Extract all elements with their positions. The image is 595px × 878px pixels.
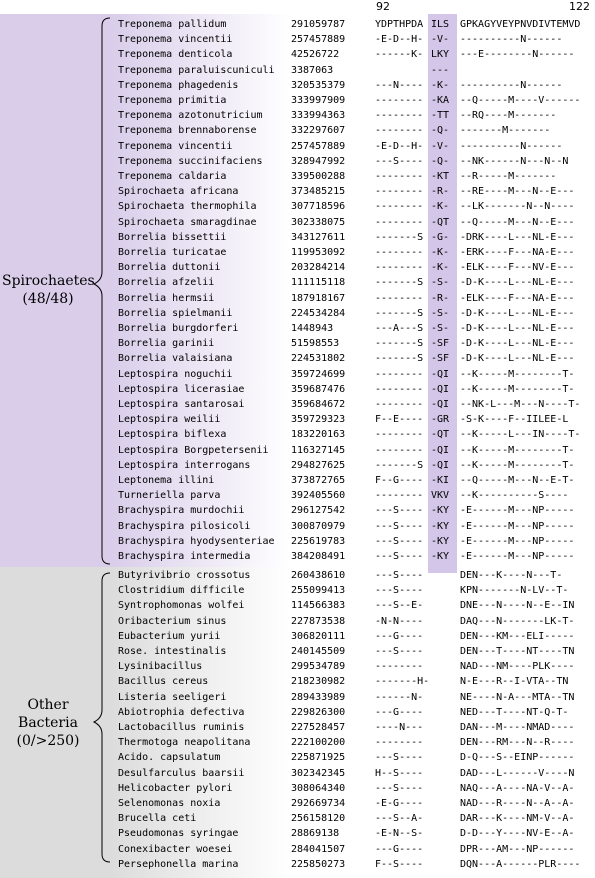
species-name: Borrelia afzelii: [118, 277, 215, 289]
species-name: Lactobacillus ruminis: [118, 722, 245, 733]
sequence-segment-2: D-Q---S--EINP------: [460, 752, 575, 764]
accession-id: 257457889: [291, 140, 346, 152]
accession-id: 296127542: [291, 505, 346, 517]
sequence-segment-1: --------: [375, 95, 424, 106]
sequence-segment-2: DNE---N----N--E--IN: [460, 600, 575, 612]
species-name: Selenomonas noxia: [118, 798, 221, 809]
alignment-row: [0, 856, 595, 873]
sequence-segment-2: --K-----M--------T-: [460, 383, 575, 395]
accession-id: 203284214: [291, 262, 346, 274]
species-name: Leptospira Borgpetersenii: [118, 444, 269, 456]
sequence-segment-highlighted: -V-: [431, 34, 450, 46]
sequence-segment-1: ---S----: [375, 535, 424, 547]
other-bacteria-count: (0/>250): [16, 733, 80, 749]
accession-id: 339500288: [291, 171, 346, 182]
species-name: Leptospira santarosai: [118, 399, 245, 410]
accession-id: 359724699: [291, 368, 346, 380]
species-name: Desulfarculus baarsii: [118, 767, 245, 779]
sequence-segment-2: -D-K----L---NL-E---: [460, 323, 575, 334]
accession-id: 320535379: [291, 79, 346, 91]
accession-id: 119953092: [291, 247, 346, 258]
sequence-segment-1: ---G----: [375, 706, 424, 718]
sequence-segment-1: --------: [375, 216, 424, 228]
sequence-segment-highlighted: -KY: [431, 520, 450, 532]
species-name: Listeria seeligeri: [118, 691, 227, 703]
accession-id: 299534789: [291, 661, 346, 673]
sequence-segment-2: -D-K----L---NL-E---: [460, 353, 575, 365]
sequence-segment-2: --R-----M-------: [460, 171, 557, 182]
sequence-segment-highlighted: -S-: [431, 323, 450, 334]
sequence-segment-1: -E-N--S-: [375, 828, 424, 840]
accession-id: 225850273: [291, 858, 346, 870]
accession-id: 373872765: [291, 475, 346, 486]
accession-id: 224531802: [291, 353, 346, 365]
sequence-segment-1: ---A---S: [375, 323, 424, 334]
sequence-segment-highlighted: -K-: [431, 201, 450, 213]
accession-id: 28869138: [291, 828, 340, 840]
sequence-segment-highlighted: LKY: [431, 49, 450, 61]
species-name: Butyrivibrio crossotus: [118, 570, 251, 581]
accession-id: 42526722: [291, 49, 340, 61]
sequence-segment-1: -------S: [375, 277, 424, 289]
accession-id: 308064340: [291, 782, 346, 794]
sequence-segment-highlighted: -KY: [431, 551, 450, 562]
sequence-segment-2: --RE----M---N--E---: [460, 186, 575, 198]
sequence-segment-1: --------: [375, 444, 424, 456]
sequence-segment-highlighted: -S-: [431, 277, 450, 289]
sequence-segment-2: --Q-----M---N--E---: [460, 216, 575, 228]
sequence-segment-2: --K-----M--------T-: [460, 368, 575, 380]
species-name: Brachyspira pilosicoli: [118, 520, 251, 532]
sequence-segment-2: ----------N------: [460, 34, 563, 46]
sequence-segment-1: ------N-: [375, 691, 424, 703]
alignment-row: [0, 548, 595, 565]
accession-id: 292669734: [291, 798, 346, 809]
sequence-segment-1: --------: [375, 247, 424, 258]
sequence-segment-highlighted: -QT: [431, 216, 450, 228]
sequence-segment-1: -------S: [375, 338, 424, 350]
sequence-segment-2: --LK-------N--N----: [460, 201, 575, 213]
sequence-segment-highlighted: -TT: [431, 110, 450, 122]
sequence-segment-1: -------S: [375, 353, 424, 365]
species-name: Treponema vincentii: [118, 140, 233, 152]
accession-id: 187918167: [291, 292, 346, 304]
sequence-segment-2: DQN---A------PLR----: [460, 858, 581, 870]
sequence-segment-1: H--S----: [375, 767, 424, 779]
accession-id: 225619783: [291, 535, 346, 547]
sequence-segment-2: NAD---NM----PLK----: [460, 661, 575, 673]
sequence-segment-highlighted: -S-: [431, 307, 450, 319]
sequence-segment-2: --Q-----M----V------: [460, 95, 581, 106]
species-name: Thermotoga neapolitana: [118, 737, 251, 749]
species-name: Helicobacter pylori: [118, 782, 233, 794]
sequence-segment-2: -E------M---NP-----: [460, 551, 575, 562]
sequence-segment-2: --RQ----M-------: [460, 110, 557, 122]
sequence-segment-1: -------S: [375, 307, 424, 319]
accession-id: 222100200: [291, 737, 346, 749]
sequence-segment-2: -D-K----L---NL-E---: [460, 307, 575, 319]
sequence-segment-2: -DRK----L---NL-E---: [460, 231, 575, 243]
species-name: Leptospira weilii: [118, 414, 221, 426]
accession-id: 291059787: [291, 19, 346, 30]
species-name: Borrelia valaisiana: [118, 353, 233, 365]
species-name: Leptospira interrogans: [118, 459, 251, 471]
accession-id: 300870979: [291, 520, 346, 532]
sequence-segment-1: -N-N----: [375, 615, 424, 627]
species-name: Eubacterium yurii: [118, 630, 221, 642]
sequence-segment-highlighted: -KT: [431, 171, 450, 182]
sequence-segment-2: --K-----M--------T-: [460, 459, 575, 471]
species-name: Brucella ceti: [118, 813, 197, 825]
species-name: Borrelia duttonii: [118, 262, 221, 274]
sequence-segment-1: F--E----: [375, 414, 424, 426]
sequence-segment-2: --NK-L---M---N----T-: [460, 399, 581, 410]
accession-id: 359684672: [291, 399, 346, 410]
sequence-segment-1: --------: [375, 110, 424, 122]
sequence-segment-highlighted: ILS: [431, 19, 450, 30]
species-name: Leptospira noguchii: [118, 368, 233, 380]
accession-id: 256158120: [291, 813, 346, 825]
sequence-segment-2: DEN---T----NT----TN: [460, 646, 575, 657]
species-name: Treponema phagedenis: [118, 79, 239, 91]
sequence-segment-2: KPN-------N-LV--T-: [460, 585, 569, 597]
sequence-segment-2: --K-----M--------T-: [460, 444, 575, 456]
other-bacteria-name-line2: Bacteria: [18, 715, 78, 731]
sequence-segment-2: ---E--------N------: [460, 49, 575, 61]
accession-id: 260438610: [291, 570, 346, 581]
species-name: Treponema azotonutricium: [118, 110, 263, 122]
accession-id: 225871925: [291, 752, 346, 764]
sequence-segment-1: --------: [375, 125, 424, 137]
accession-id: 332297607: [291, 125, 346, 137]
sequence-segment-highlighted: -KY: [431, 505, 450, 517]
sequence-segment-1: ---S--E-: [375, 600, 424, 612]
accession-id: 257457889: [291, 34, 346, 46]
sequence-segment-2: -S-K----F--IILEE-L: [460, 414, 569, 426]
sequence-segment-2: DAR---K----NM-V--A-: [460, 813, 575, 825]
species-name: Turneriella parva: [118, 490, 221, 502]
sequence-segment-2: ----------N------: [460, 79, 563, 91]
sequence-segment-2: DEN---KM---ELI-----: [460, 630, 575, 642]
sequence-segment-highlighted: -R-: [431, 186, 450, 198]
accession-id: 284041507: [291, 843, 346, 855]
accession-id: 227873538: [291, 615, 346, 627]
sequence-segment-1: ---S--A-: [375, 813, 424, 825]
species-name: Leptospira biflexa: [118, 429, 227, 441]
species-name: Borrelia burgdorferi: [118, 323, 239, 334]
position-start-label: 92: [376, 0, 390, 13]
species-name: Treponema vincentii: [118, 34, 233, 46]
sequence-segment-highlighted: -QI: [431, 399, 450, 410]
sequence-segment-2: DAD---L------V----N: [460, 767, 575, 779]
sequence-segment-1: --------: [375, 201, 424, 213]
sequence-segment-highlighted: -V-: [431, 140, 450, 152]
sequence-segment-1: --------: [375, 368, 424, 380]
sequence-segment-2: --Q-----M---N--E-T-: [460, 475, 575, 486]
sequence-segment-2: -ERK----F---NA-E---: [460, 247, 575, 258]
species-name: Leptonema illini: [118, 475, 215, 486]
sequence-segment-highlighted: -KA: [431, 95, 450, 106]
accession-id: 1448943: [291, 323, 334, 334]
sequence-segment-1: F--G----: [375, 475, 424, 486]
sequence-segment-1: ---S----: [375, 570, 424, 581]
sequence-segment-1: --------: [375, 429, 424, 441]
sequence-segment-2: -ELK----F---NV-E---: [460, 262, 575, 274]
sequence-segment-2: -ELK----F---NA-E---: [460, 292, 575, 304]
sequence-segment-highlighted: -Q-: [431, 125, 450, 137]
species-name: Rose. intestinalis: [118, 646, 227, 657]
sequence-segment-highlighted: -SF: [431, 353, 450, 365]
sequence-segment-highlighted: -Q-: [431, 155, 450, 167]
sequence-segment-highlighted: -K-: [431, 262, 450, 274]
sequence-segment-1: --------: [375, 399, 424, 410]
sequence-segment-1: ---S----: [375, 752, 424, 764]
sequence-segment-1: ---S----: [375, 585, 424, 597]
sequence-segment-2: NAQ---A----NA-V--A-: [460, 782, 575, 794]
species-name: Syntrophomonas wolfei: [118, 600, 245, 612]
species-name: Persephonella marina: [118, 858, 239, 870]
sequence-segment-1: ---S----: [375, 520, 424, 532]
sequence-segment-highlighted: -KY: [431, 535, 450, 547]
sequence-segment-1: --------: [375, 262, 424, 274]
sequence-segment-highlighted: -G-: [431, 231, 450, 243]
sequence-segment-1: -E-G----: [375, 798, 424, 809]
sequence-segment-2: D-D---Y----NV-E--A-: [460, 828, 575, 840]
species-name: Oribacterium sinus: [118, 615, 227, 627]
accession-id: 302338075: [291, 216, 346, 228]
sequence-segment-1: ---N----: [375, 79, 424, 91]
sequence-segment-1: ---S----: [375, 782, 424, 794]
sequence-segment-1: ---S----: [375, 505, 424, 517]
sequence-segment-highlighted: -KI: [431, 475, 450, 486]
accession-id: 240145509: [291, 646, 346, 657]
sequence-segment-2: ----------N------: [460, 140, 563, 152]
species-name: Treponema caldaria: [118, 171, 227, 182]
sequence-segment-1: -E-D--H-: [375, 140, 424, 152]
sequence-segment-1: -------S: [375, 459, 424, 471]
sequence-segment-highlighted: -K-: [431, 79, 450, 91]
species-name: Borrelia bissettii: [118, 231, 227, 243]
sequence-segment-1: -------S: [375, 231, 424, 243]
species-name: Pseudomonas syringae: [118, 828, 239, 840]
species-name: Treponema paraluiscuniculi: [118, 64, 275, 76]
sequence-segment-2: -E------M---NP-----: [460, 535, 575, 547]
species-name: Spirochaeta thermophila: [118, 201, 257, 213]
sequence-segment-highlighted: -SF: [431, 338, 450, 350]
sequence-segment-highlighted: -QI: [431, 459, 450, 471]
sequence-segment-2: -------M-------: [460, 125, 551, 137]
sequence-segment-1: -------H-: [375, 676, 430, 688]
species-name: Treponema succinifaciens: [118, 155, 263, 167]
sequence-segment-1: ---S----: [375, 646, 424, 657]
accession-id: 302342345: [291, 767, 346, 779]
accession-id: 229826300: [291, 706, 346, 718]
species-name: Abiotrophia defectiva: [118, 706, 245, 718]
species-name: Lysinibacillus: [118, 661, 203, 673]
other-bacteria-name: Other: [27, 697, 69, 713]
spirochaetes-name: Spirochaetes: [2, 273, 95, 289]
sequence-segment-highlighted: -QI: [431, 368, 450, 380]
accession-id: 359729323: [291, 414, 346, 426]
accession-id: 333994363: [291, 110, 346, 122]
accession-id: 343127611: [291, 231, 346, 243]
sequence-segment-highlighted: -QI: [431, 383, 450, 395]
accession-id: 307718596: [291, 201, 346, 213]
sequence-segment-1: --------: [375, 490, 424, 502]
sequence-segment-1: ----N---: [375, 722, 424, 733]
accession-id: 183220163: [291, 429, 346, 441]
sequence-segment-2: NED---T----NT-Q-T-: [460, 706, 569, 718]
accession-id: 111115118: [291, 277, 346, 289]
species-name: Treponema primitia: [118, 95, 227, 106]
position-end-label: 122: [569, 0, 590, 13]
accession-id: 255099413: [291, 585, 346, 597]
sequence-segment-highlighted: VKV: [431, 490, 450, 502]
sequence-segment-2: DAN---M----NMAD----: [460, 722, 575, 733]
sequence-segment-2: --K----------S----: [460, 490, 569, 502]
species-name: Borrelia garinii: [118, 338, 215, 350]
sequence-segment-2: DPR---AM---NP------: [460, 843, 575, 855]
sequence-segment-1: F--S----: [375, 858, 424, 870]
sequence-segment-2: GPKAGYVEYPNVDIVTEMVD: [460, 19, 581, 30]
sequence-segment-1: ---S----: [375, 155, 424, 167]
sequence-segment-2: --K-----L---IN----T-: [460, 429, 581, 441]
sequence-segment-1: ---G----: [375, 843, 424, 855]
sequence-segment-1: --------: [375, 737, 424, 749]
sequence-segment-2: --NK------N---N--N: [460, 155, 569, 167]
accession-id: 224534284: [291, 307, 346, 319]
accession-id: 306820111: [291, 630, 346, 642]
accession-id: 333997909: [291, 95, 346, 106]
sequence-segment-1: --------: [375, 171, 424, 182]
species-name: Borrelia hermsii: [118, 292, 215, 304]
sequence-segment-1: ------K-: [375, 49, 424, 61]
sequence-segment-1: --------: [375, 186, 424, 198]
species-name: Brachyspira hyodysenteriae: [118, 535, 275, 547]
sequence-segment-highlighted: -R-: [431, 292, 450, 304]
sequence-segment-1: ---S----: [375, 551, 424, 562]
sequence-segment-2: DAQ---N-------LK-T-: [460, 615, 575, 627]
sequence-segment-2: N-E---R--I-VTA--TN: [460, 676, 569, 688]
sequence-segment-1: --------: [375, 661, 424, 673]
sequence-segment-1: YDPTHPDA: [375, 19, 424, 30]
species-name: Clostridium difficile: [118, 585, 245, 597]
species-name: Borrelia turicatae: [118, 247, 227, 258]
species-name: Treponema pallidum: [118, 19, 227, 30]
species-name: Brachyspira murdochii: [118, 505, 245, 517]
species-name: Treponema denticola: [118, 49, 233, 61]
accession-id: 359687476: [291, 383, 346, 395]
accession-id: 227528457: [291, 722, 346, 733]
species-name: Brachyspira intermedia: [118, 551, 251, 562]
species-name: Spirochaeta smaragdinae: [118, 216, 257, 228]
accession-id: 392405560: [291, 490, 346, 502]
accession-id: 218230982: [291, 676, 346, 688]
sequence-segment-1: --------: [375, 383, 424, 395]
species-name: Bacillus cereus: [118, 676, 209, 688]
sequence-segment-2: NE----N-A---MTA--TN: [460, 691, 575, 703]
accession-id: 51598553: [291, 338, 340, 350]
species-name: Acido. capsulatum: [118, 752, 221, 764]
species-name: Treponema brennaborense: [118, 125, 257, 137]
sequence-segment-highlighted: -QT: [431, 429, 450, 441]
sequence-segment-2: -E------M---NP-----: [460, 520, 575, 532]
accession-id: 373485215: [291, 186, 346, 198]
sequence-segment-2: -D-K----L---NL-E---: [460, 277, 575, 289]
sequence-segment-highlighted: -K-: [431, 247, 450, 258]
sequence-segment-1: -E-D--H-: [375, 34, 424, 46]
accession-id: 328947992: [291, 155, 346, 167]
species-name: Spirochaeta africana: [118, 186, 239, 198]
accession-id: 3387063: [291, 64, 334, 76]
accession-id: 114566383: [291, 600, 346, 612]
sequence-segment-highlighted: -GR: [431, 414, 450, 426]
sequence-segment-2: DEN---RM---N--R----: [460, 737, 575, 749]
sequence-segment-highlighted: -QI: [431, 444, 450, 456]
sequence-segment-1: ---G----: [375, 630, 424, 642]
spirochaetes-count: (48/48): [22, 291, 74, 307]
sequence-segment-2: -E------M---NP-----: [460, 505, 575, 517]
accession-id: 289433989: [291, 691, 346, 703]
species-name: Borrelia spielmanii: [118, 307, 233, 319]
sequence-segment-2: -D-K----L---NL-E---: [460, 338, 575, 350]
sequence-segment-2: NAD---R----N--A--A-: [460, 798, 575, 809]
sequence-segment-highlighted: ---: [431, 64, 450, 76]
accession-id: 384208491: [291, 551, 346, 562]
accession-id: 294827625: [291, 459, 346, 471]
sequence-segment-1: --------: [375, 292, 424, 304]
species-name: Leptospira licerasiae: [118, 383, 245, 395]
species-name: Conexibacter woesei: [118, 843, 233, 855]
accession-id: 116327145: [291, 444, 346, 456]
sequence-segment-2: DEN---K----N---T-: [460, 570, 563, 581]
